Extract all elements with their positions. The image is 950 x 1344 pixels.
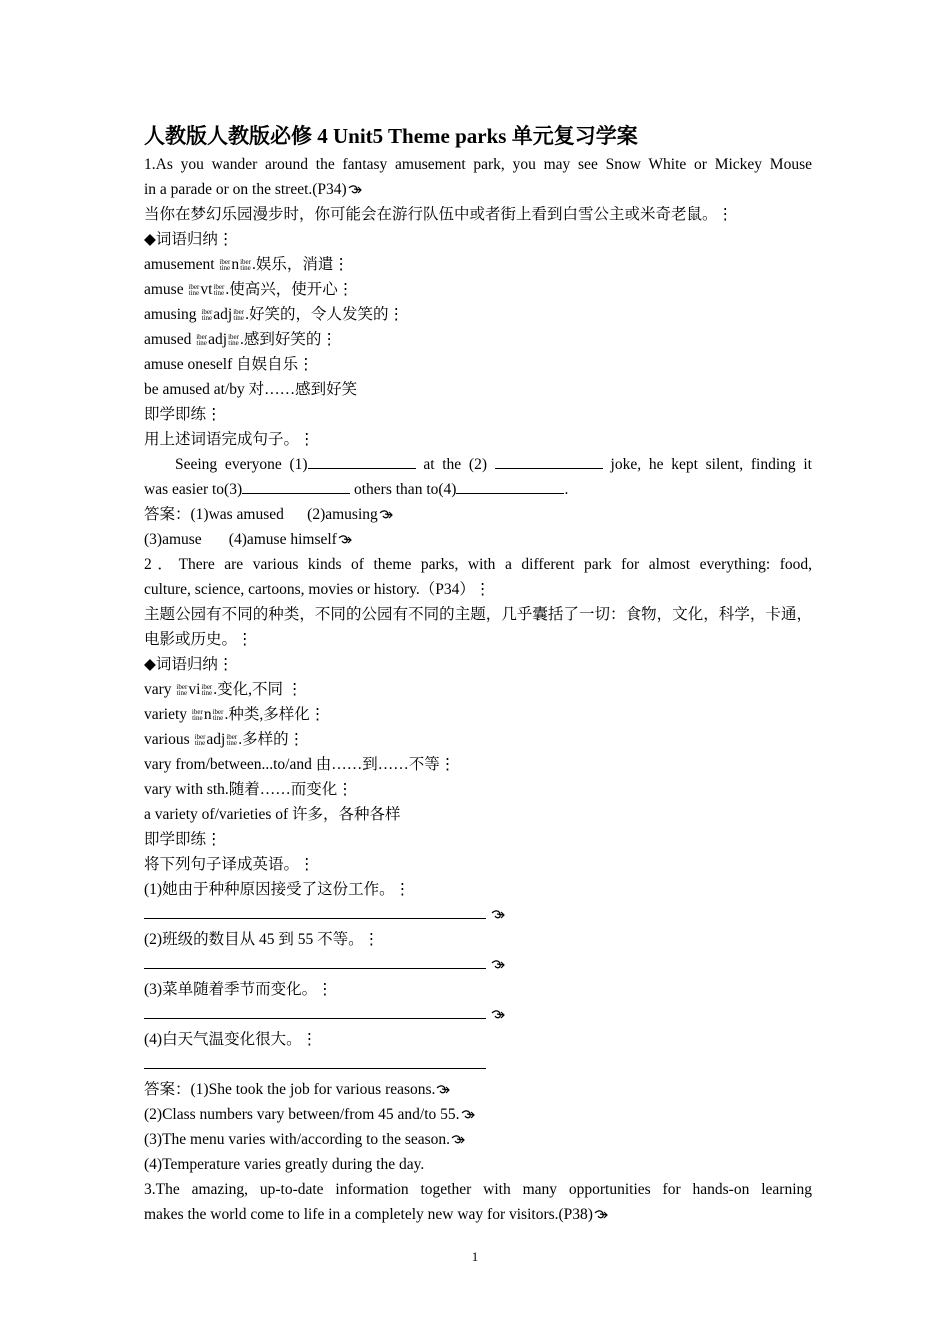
field-mark: iber tine (213, 283, 225, 298)
q1-sentence-line1: 1.As you wander around the fantasy amusement park, you may see Snow White or Mickey Mouse (144, 156, 812, 173)
page-number: 1 (471, 1249, 479, 1264)
translate-answer-row (144, 1052, 812, 1077)
paragraph-mark-icon (491, 960, 505, 970)
paragraph-mark-icon (379, 510, 393, 520)
translate-prompt: (2)班级的数目从 45 到 55 不等。⋮ (144, 931, 380, 948)
answer-line: (4)Temperature varies greatly during the day. (144, 1156, 425, 1173)
translate-answer-row (144, 1002, 812, 1027)
translate-prompt: (1)她由于种种原因接受了这份工作。⋮ (144, 881, 411, 898)
q3-sentence-line1: 3.The amazing, up-to-date information together with many opportunities for hands-on learning (144, 1181, 812, 1198)
vocab-item: various iber tine adj iber tine .多样的⋮ (144, 731, 305, 748)
practice-instruction: 将下列句子译成英语。⋮ (144, 856, 315, 873)
vocab-item: amusement iber tine n iber tine .娱乐，消遣⋮ (144, 256, 349, 273)
q2-sentence-line2: culture, science, cartoons, movies or history.（P34）⋮ (144, 581, 491, 598)
vocab-item: amuse iber tine vt iber tine .使高兴，使开心⋮ (144, 281, 354, 298)
answer-line: (3)The menu varies with/according to the season. (144, 1127, 812, 1152)
paragraph-mark-icon (451, 1135, 465, 1145)
document-page (144, 120, 812, 1227)
vocab-item: amused iber tine adj iber tine .感到好笑的⋮ (144, 331, 337, 348)
phrase-item: a variety of/varieties of 许多，各种各样 (144, 806, 401, 823)
field-mark: iber tine (194, 733, 206, 748)
q1-translation: 当你在梦幻乐园漫步时，你可能会在游行队伍中或者街上看到白雪公主或米奇老鼠。⋮ (144, 206, 734, 223)
paragraph-mark-icon (348, 185, 362, 195)
q2-translation-line2: 电影或历史。⋮ (144, 631, 253, 648)
field-mark: iber tine (228, 333, 239, 348)
field-mark: iber tine (176, 683, 188, 698)
answer-line: (3)amuse (4)amuse himself (144, 527, 812, 552)
answer-line: 答案：(1)was amused (2)amusing (144, 502, 812, 527)
answer-blank[interactable] (144, 1052, 486, 1069)
phrase-item: be amused at/by 对……感到好笑 (144, 381, 358, 398)
q1-sentence-line2: in a parade or on the street.(P34) (144, 177, 812, 202)
vocab-item: amusing iber tine adj iber tine .好笑的，令人发笑的⋮ (144, 306, 405, 323)
field-mark: iber tine (212, 708, 224, 723)
q2-vocab-heading: ◆词语归纳⋮ (144, 656, 234, 673)
answer-blank[interactable] (242, 477, 350, 494)
paragraph-mark-icon (491, 1010, 505, 1020)
field-mark: iber tine (196, 333, 208, 348)
translate-answer-row (144, 952, 812, 977)
answer-blank[interactable] (456, 477, 564, 494)
field-mark: iber tine (219, 258, 231, 273)
phrase-item: vary with sth.随着……而变化⋮ (144, 781, 353, 798)
vocab-item: vary iber tine vi iber tine .变化,不同 ⋮ (144, 681, 303, 698)
answer-line: 答案：(1)She took the job for various reasons. (144, 1077, 812, 1102)
field-mark: iber tine (233, 308, 245, 323)
answer-blank[interactable] (144, 952, 486, 969)
paragraph-mark-icon (338, 535, 352, 545)
exercise-line1: Seeing everyone (1) at the (2) joke, he kept silent, finding it (144, 452, 812, 477)
paragraph-mark-icon (436, 1085, 450, 1095)
q3-sentence-line2: makes the world come to life in a completely new way for visitors.(P38) (144, 1202, 812, 1227)
translate-prompt: (3)菜单随着季节而变化。⋮ (144, 981, 333, 998)
practice-heading: 即学即练⋮ (144, 831, 222, 848)
field-mark: iber tine (201, 308, 213, 323)
q1-vocab-heading: ◆词语归纳⋮ (144, 231, 234, 248)
field-mark: iber tine (191, 708, 203, 723)
vocab-item: variety iber tine n iber tine .种类,多样化⋮ (144, 706, 326, 723)
q2-sentence-line1: 2．There are various kinds of theme parks, with a different park for almost everything: food, (144, 556, 812, 573)
practice-heading: 即学即练⋮ (144, 406, 222, 423)
field-mark: iber tine (240, 258, 251, 273)
answer-line: (2)Class numbers vary between/from 45 and/to 55. (144, 1102, 812, 1127)
paragraph-mark-icon (461, 1110, 475, 1120)
paragraph-mark-icon (594, 1210, 608, 1220)
answer-blank[interactable] (144, 1002, 486, 1019)
translate-answer-row (144, 902, 812, 927)
answer-blank[interactable] (308, 452, 416, 469)
phrase-item: vary from/between...to/and 由……到……不等⋮ (144, 756, 456, 773)
field-mark: iber tine (188, 283, 200, 298)
phrase-item: amuse oneself 自娱自乐⋮ (144, 356, 314, 373)
paragraph-mark-icon (491, 910, 505, 920)
exercise-line2: was easier to(3) others than to(4) . (144, 477, 812, 502)
field-mark: iber tine (201, 683, 213, 698)
field-mark: iber tine (226, 733, 238, 748)
practice-instruction: 用上述词语完成句子。⋮ (144, 431, 315, 448)
q2-translation-line1: 主题公园有不同的种类，不同的公园有不同的主题，几乎囊括了一切：食物，文化，科学，卡通， (144, 606, 812, 623)
answer-blank[interactable] (495, 452, 603, 469)
answer-blank[interactable] (144, 902, 486, 919)
translate-prompt: (4)白天气温变化很大。⋮ (144, 1031, 318, 1048)
document-title: 人教版人教版必修 4 Unit5 Theme parks 单元复习学案 (144, 124, 638, 148)
